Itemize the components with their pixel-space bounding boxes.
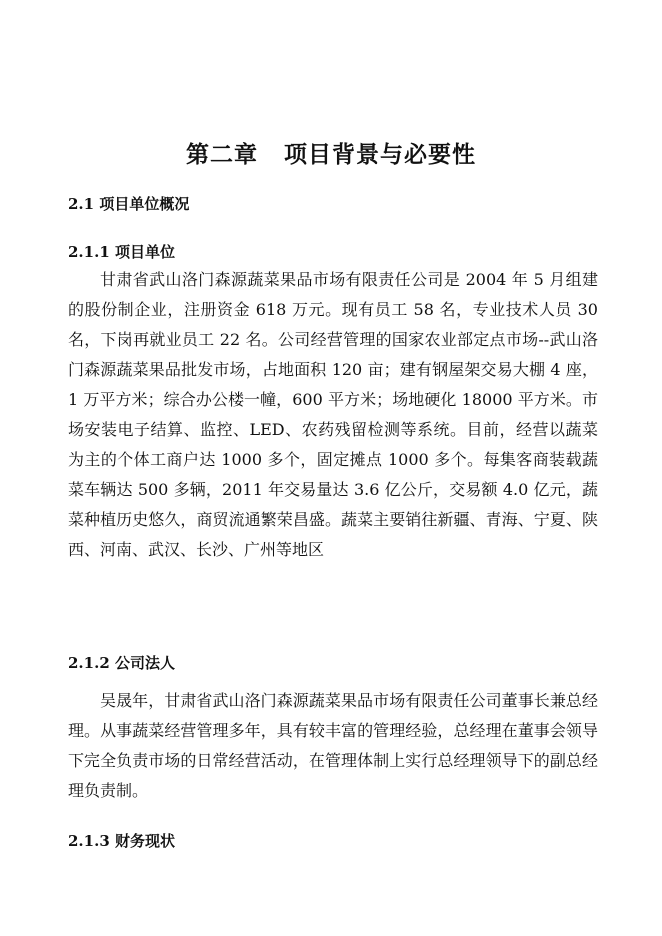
subsection-heading-company: 2.1.1 项目单位 xyxy=(68,243,175,261)
chapter-number: 第二章 xyxy=(186,141,258,168)
legal-person-paragraph: 吴晟年，甘肃省武山洛门森源蔬菜果品市场有限责任公司董事长兼总经理。从事蔬菜经营管理多年，具有较丰富的管理经验，总经理在董事会领导下完全负责市场的日常经营活动，在管理体制上实行总经理领导下的副总经理负责制。 xyxy=(68,691,598,800)
subsection-heading-finance: 2.1.3 财务现状 xyxy=(68,832,175,850)
company-profile-paragraph: 甘肃省武山洛门森源蔬菜果品市场有限责任公司是 2004 年 5 月组建的股份制企业，注册资金 618 万元。现有员工 58 名，专业技术人员 30 名，下岗再就业员工 22 名。公司经营管理的国家农业部定点市场--武山洛门森源蔬菜果品批发市场，占地面积 120 亩；建有钢屋架交易大棚 4 座，1 万平方米；综合办公楼一幢，600 平方米；场地硬化 18000 平方米。市场安装电子结算、监控、LED、农药残留检测等系统。目前，经营以蔬菜为主的个体工商户达 1000 多个，固定摊点 1000 多个。每集客商装载蔬菜车辆达 500 多辆，2011 年交易量达 3.6 亿公斤，交易额 4.0 亿元，蔬菜种植历史悠久，商贸流通繁荣昌盛。蔬菜主要销往新疆、青海、宁夏、陕西、河南、武汉、长沙、广州等地区 xyxy=(68,270,598,559)
chapter-title-text: 项目背景与必要性 xyxy=(284,141,476,168)
subsection-heading-legal-person: 2.1.2 公司法人 xyxy=(68,654,175,672)
section-heading: 2.1 项目单位概况 xyxy=(68,195,190,213)
chapter-title xyxy=(0,136,662,169)
